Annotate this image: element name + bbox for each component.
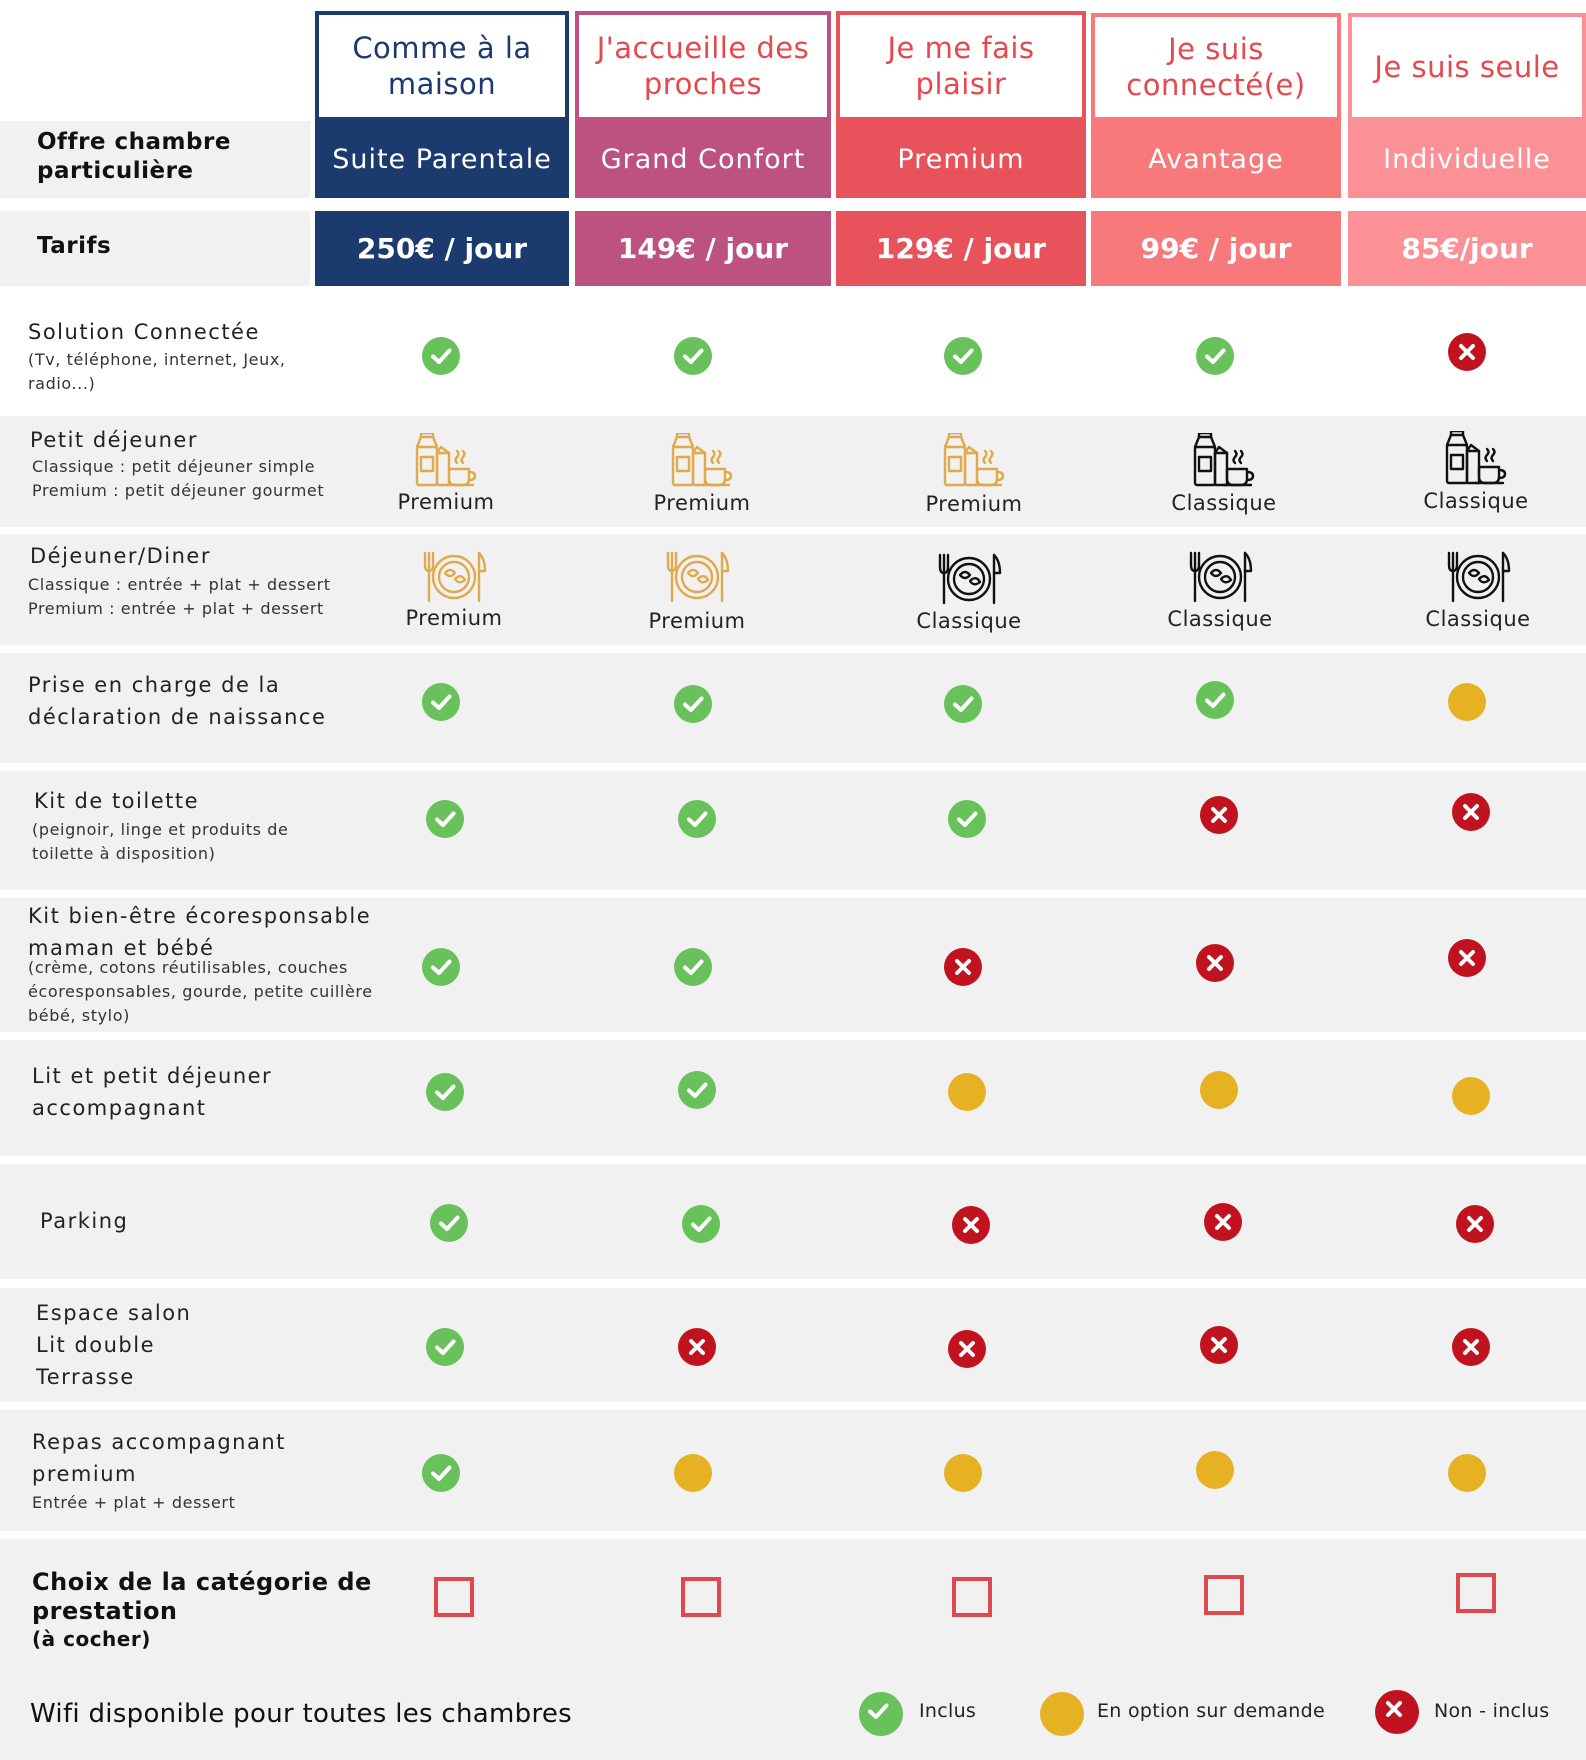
plan-price: 149€ / jour xyxy=(575,211,831,286)
service-level-label: Classique xyxy=(916,609,1022,633)
row-label: Kit bien-être écoresponsable xyxy=(28,904,372,928)
check-icon xyxy=(948,800,986,838)
option-dot-icon xyxy=(948,1073,986,1111)
row-label: Lit double xyxy=(36,1333,156,1357)
cross-icon xyxy=(1452,1328,1490,1366)
legend-included-label: Inclus xyxy=(919,1700,977,1722)
row-label: Lit et petit déjeuner xyxy=(32,1064,273,1088)
breakfast-icon xyxy=(1443,431,1509,487)
cross-icon xyxy=(1200,1326,1238,1364)
cross-icon xyxy=(1196,944,1234,982)
plan-name: Individuelle xyxy=(1348,121,1586,198)
row-label: Choix de la catégorie de xyxy=(32,1568,372,1596)
service-level-label: Premium xyxy=(405,606,503,630)
legend-not-included-label: Non - inclus xyxy=(1434,1700,1550,1722)
service-level-label: Premium xyxy=(653,491,751,515)
row-sublabel: (crème, cotons réutilisables, couches écoresponsables, gourde, petite cuillère bébé, stylo) xyxy=(28,958,373,1025)
check-icon xyxy=(430,1204,468,1242)
plan-name: Grand Confort xyxy=(575,121,831,198)
option-dot-icon xyxy=(674,1454,712,1492)
plan-title: Je suis seule xyxy=(1348,13,1586,121)
select-plan-4-checkbox[interactable] xyxy=(1204,1575,1244,1615)
check-icon xyxy=(426,1328,464,1366)
row-sublabel: (à cocher) xyxy=(32,1627,151,1651)
meal-plate-icon xyxy=(1187,549,1253,605)
row-sublabel: Classique : entrée + plat + dessert xyxy=(28,575,331,594)
row-sublabel: Entrée + plat + dessert xyxy=(32,1493,236,1512)
option-dot-icon xyxy=(944,1454,982,1492)
breakfast-icon xyxy=(941,433,1007,489)
service-level-label: Classique xyxy=(1423,489,1529,513)
row-label: accompagnant xyxy=(32,1096,207,1120)
cross-icon xyxy=(1200,796,1238,834)
plan-name: Premium xyxy=(836,121,1086,198)
cross-icon xyxy=(1456,1205,1494,1243)
check-icon xyxy=(678,800,716,838)
breakfast-icon xyxy=(1191,433,1257,489)
row-sublabel: Classique : petit déjeuner simple xyxy=(32,457,316,476)
row-label: Terrasse xyxy=(36,1365,135,1389)
check-icon xyxy=(678,1071,716,1109)
select-plan-5-checkbox[interactable] xyxy=(1456,1573,1496,1613)
plan-price: 99€ / jour xyxy=(1091,211,1341,286)
offre-label: Offre chambre particulière xyxy=(37,129,231,184)
row-sublabel: Premium : petit déjeuner gourmet xyxy=(32,481,325,500)
check-icon xyxy=(674,948,712,986)
legend-check-icon xyxy=(859,1692,903,1736)
row-sublabel: (Tv, téléphone, internet, Jeux, radio...) xyxy=(28,350,286,393)
meal-plate-icon xyxy=(421,549,487,605)
cross-icon xyxy=(678,1328,716,1366)
check-icon xyxy=(1196,681,1234,719)
row-label: déclaration de naissance xyxy=(28,705,327,729)
plan-title: J'accueille des proches xyxy=(575,11,831,121)
service-level-label: Classique xyxy=(1171,491,1277,515)
legend-option-label: En option sur demande xyxy=(1097,1700,1325,1722)
check-icon xyxy=(682,1205,720,1243)
check-icon xyxy=(422,1454,460,1492)
cross-icon xyxy=(1452,793,1490,831)
cross-icon xyxy=(948,1330,986,1368)
row-bg-parking xyxy=(0,1164,1586,1279)
row-label: prestation xyxy=(32,1597,178,1625)
cross-icon xyxy=(1204,1203,1242,1241)
select-plan-1-checkbox[interactable] xyxy=(434,1577,474,1617)
option-dot-icon xyxy=(1448,683,1486,721)
cross-icon xyxy=(1448,939,1486,977)
plan-name: Suite Parentale xyxy=(315,121,569,198)
check-icon xyxy=(944,337,982,375)
cross-icon xyxy=(1448,333,1486,371)
option-dot-icon xyxy=(1452,1077,1490,1115)
plan-price: 250€ / jour xyxy=(315,211,569,286)
legend-cross-icon xyxy=(1375,1690,1419,1734)
plan-title: Je suis connecté(e) xyxy=(1091,13,1341,121)
check-icon xyxy=(426,800,464,838)
cross-icon xyxy=(944,948,982,986)
row-label: premium xyxy=(32,1462,137,1486)
row-label: Espace salon xyxy=(36,1301,192,1325)
row-label: Solution Connectée xyxy=(28,320,260,344)
service-level-label: Classique xyxy=(1425,607,1531,631)
row-bg-salon xyxy=(0,1288,1586,1402)
meal-plate-icon xyxy=(936,551,1002,607)
row-label: Petit déjeuner xyxy=(30,428,198,452)
plan-price: 85€/jour xyxy=(1348,211,1586,286)
option-dot-icon xyxy=(1448,1454,1486,1492)
service-level-label: Classique xyxy=(1167,607,1273,631)
check-icon xyxy=(422,683,460,721)
check-icon xyxy=(944,685,982,723)
breakfast-icon xyxy=(413,433,479,489)
cross-icon xyxy=(952,1206,990,1244)
plan-price: 129€ / jour xyxy=(836,211,1086,286)
meal-plate-icon xyxy=(1445,549,1511,605)
service-level-label: Premium xyxy=(648,609,746,633)
row-sublabel: (peignoir, linge et produits de toilette à disposition) xyxy=(32,820,289,863)
plan-title: Comme à la maison xyxy=(315,11,569,121)
plan-title: Je me fais plaisir xyxy=(836,11,1086,121)
check-icon xyxy=(1196,337,1234,375)
option-dot-icon xyxy=(1200,1071,1238,1109)
check-icon xyxy=(426,1073,464,1111)
row-bg-lit xyxy=(0,1040,1586,1156)
service-level-label: Premium xyxy=(925,492,1023,516)
row-label: Repas accompagnant xyxy=(32,1430,286,1454)
check-icon xyxy=(422,337,460,375)
tarifs-label: Tarifs xyxy=(37,233,112,259)
legend-option-icon xyxy=(1040,1692,1084,1736)
select-plan-2-checkbox[interactable] xyxy=(681,1577,721,1617)
check-icon xyxy=(674,685,712,723)
select-plan-3-checkbox[interactable] xyxy=(952,1577,992,1617)
meal-plate-icon xyxy=(664,549,730,605)
row-label: Parking xyxy=(40,1209,129,1233)
row-label: maman et bébé xyxy=(28,936,215,960)
check-icon xyxy=(674,337,712,375)
plan-name: Avantage xyxy=(1091,121,1341,198)
row-sublabel: Premium : entrée + plat + dessert xyxy=(28,599,324,618)
row-label: Kit de toilette xyxy=(34,789,199,813)
breakfast-icon xyxy=(669,433,735,489)
wifi-note: Wifi disponible pour toutes les chambres xyxy=(30,1699,573,1729)
option-dot-icon xyxy=(1196,1451,1234,1489)
row-label: Prise en charge de la xyxy=(28,673,281,697)
check-icon xyxy=(422,948,460,986)
row-label: Déjeuner/Diner xyxy=(30,544,211,568)
service-level-label: Premium xyxy=(397,490,495,514)
